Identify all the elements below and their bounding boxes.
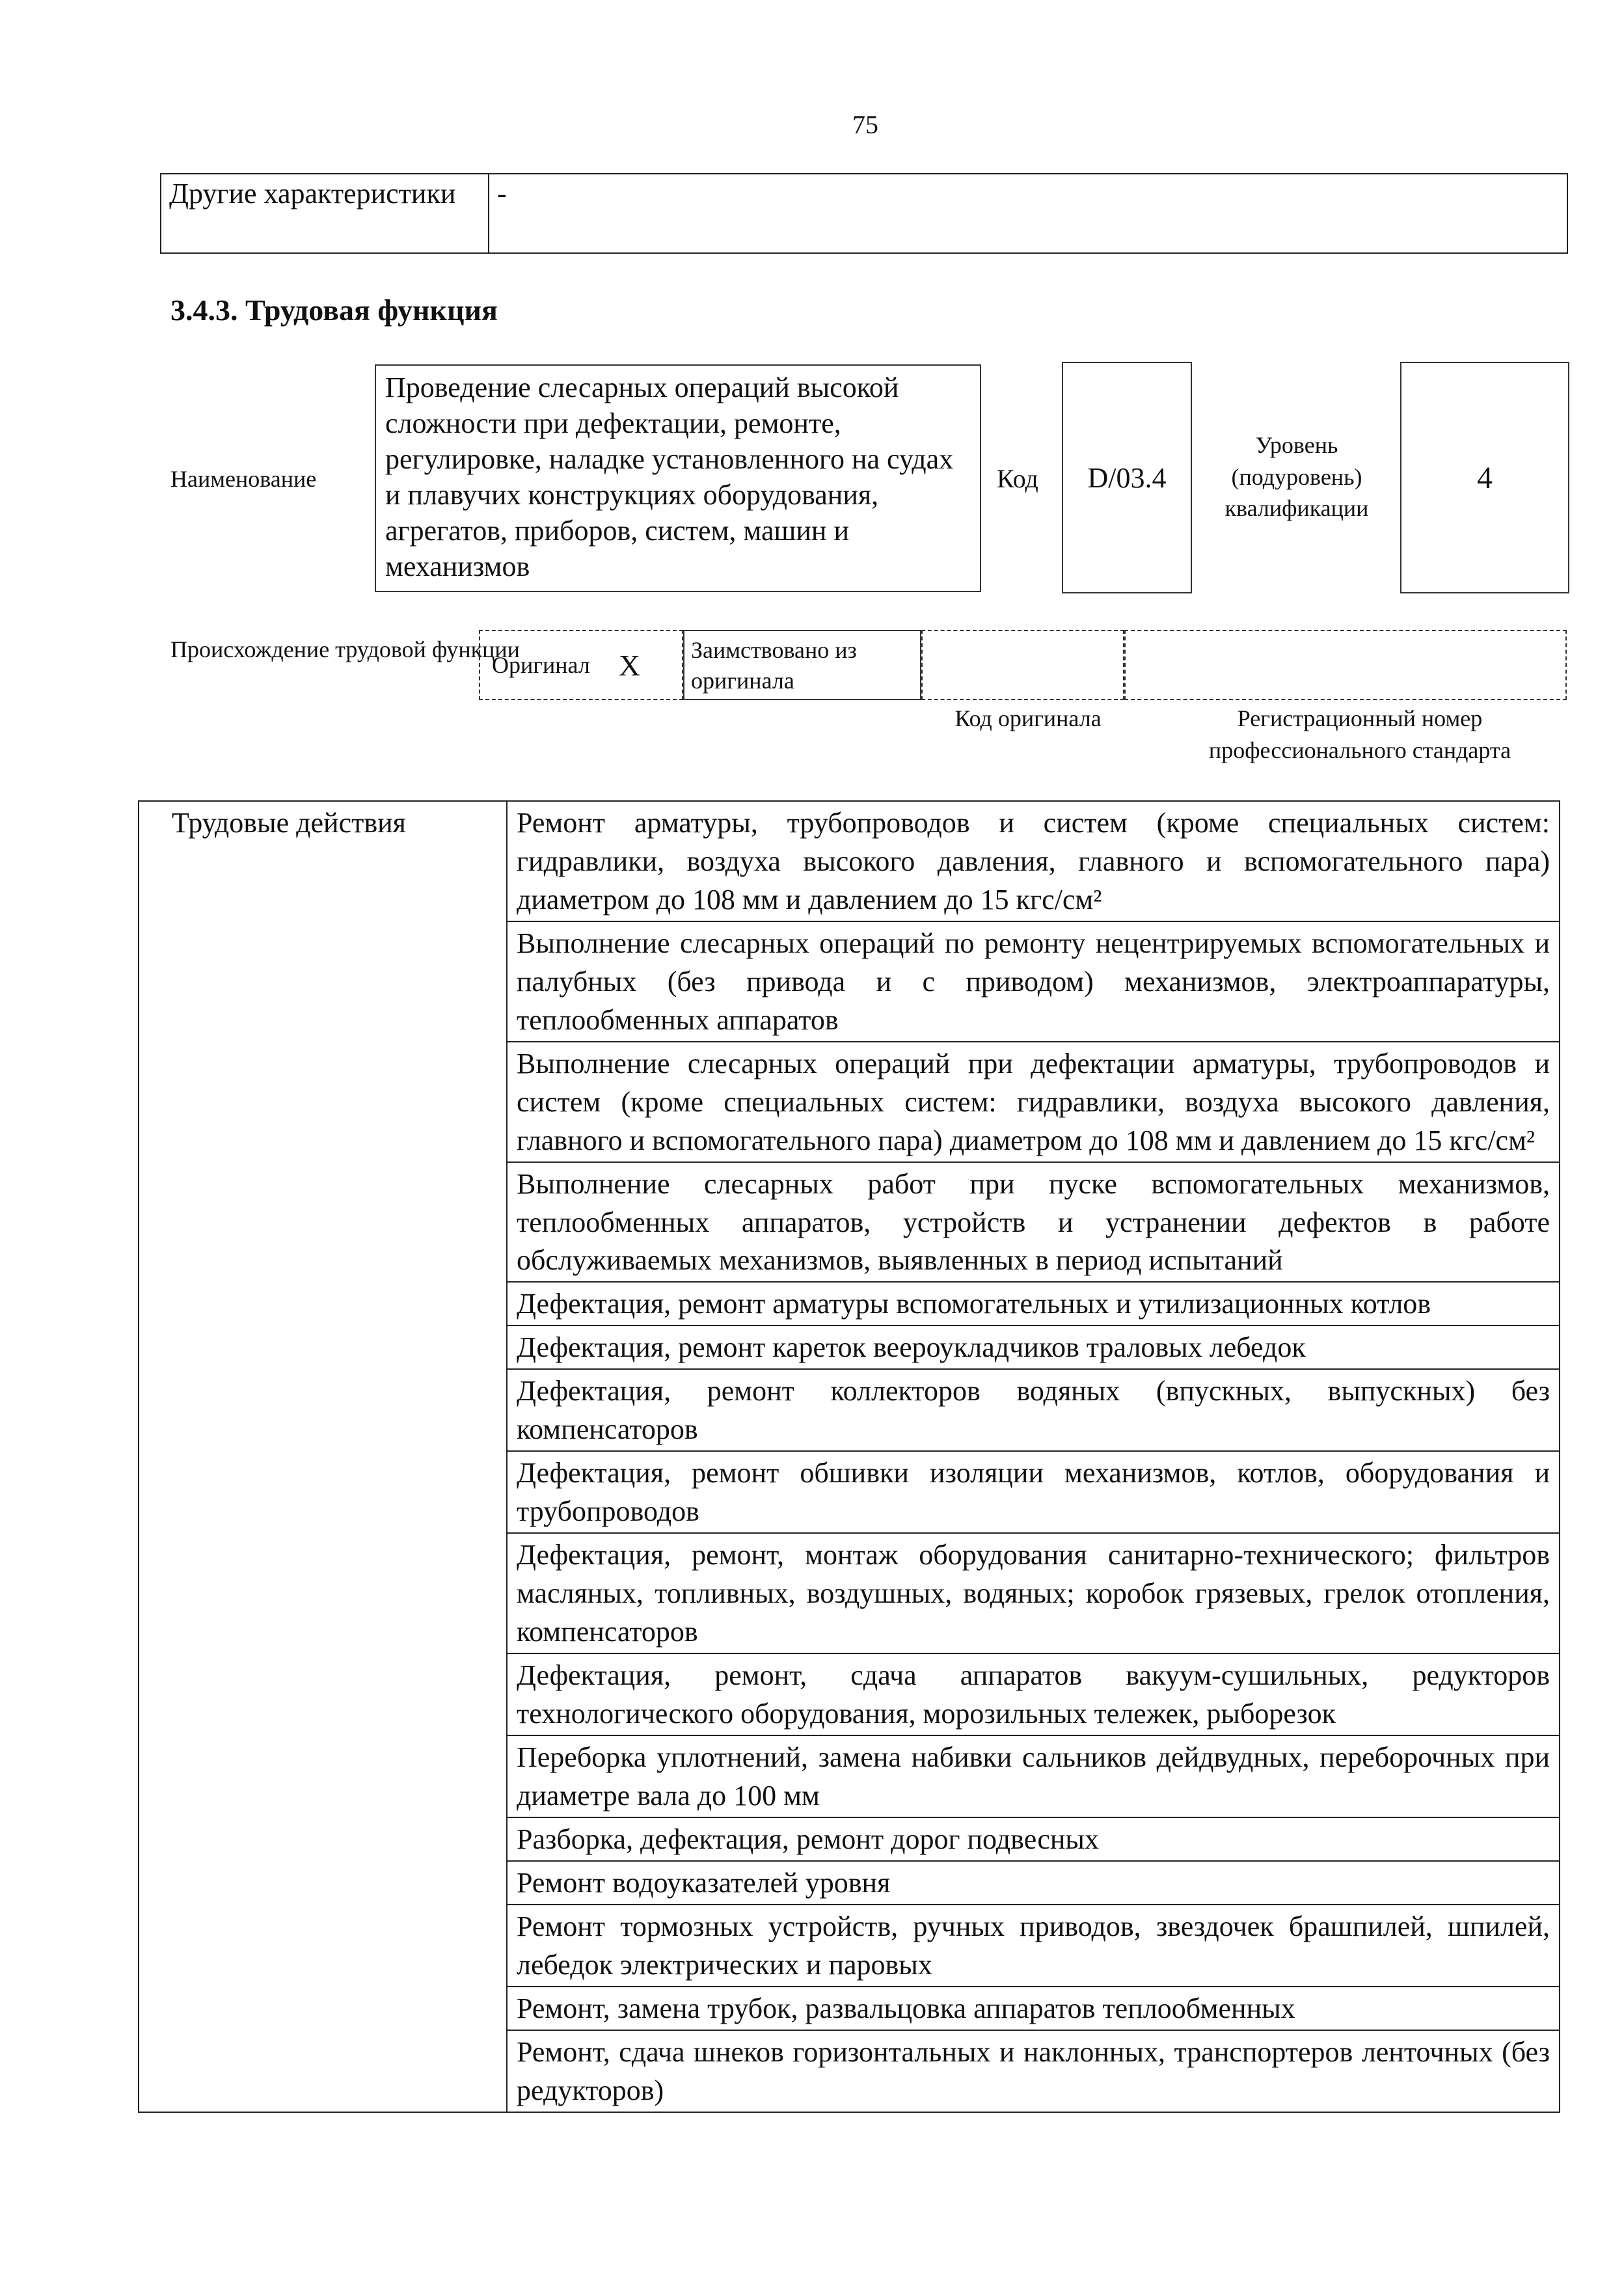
labor-action-item: Ремонт водоуказателей уровня bbox=[507, 1861, 1560, 1905]
other-characteristics-table bbox=[160, 173, 1568, 254]
function-code-box: D/03.4 bbox=[1062, 362, 1192, 593]
table-row bbox=[161, 174, 1567, 253]
original-label: Оригинал bbox=[492, 652, 590, 678]
registration-number-caption: Регистрационный номер профессионального стандарта bbox=[1208, 705, 1511, 763]
other-characteristics-label: Другие характеристики bbox=[161, 174, 489, 253]
registration-number-cell bbox=[1124, 630, 1567, 700]
table-row bbox=[139, 801, 1560, 921]
original-code-caption: Код оригинала bbox=[954, 705, 1102, 731]
labor-action-item: Разборка, дефектация, ремонт дорог подвесных bbox=[507, 1817, 1560, 1861]
name-label: Наименование bbox=[170, 466, 317, 492]
labor-action-item: Дефектация, ремонт обшивки изоляции механизмов, котлов, оборудования и трубопроводов bbox=[507, 1451, 1560, 1533]
function-name-box: Проведение слесарных операций высокой сложности при дефектации, ремонте, регулировке, наладке установленного на судах и плавучих конструкциях оборудования, агрегатов, приборов, систем, машин и механизмов bbox=[375, 364, 981, 592]
labor-action-item: Дефектация, ремонт кареток веероукладчиков траловых лебедок bbox=[507, 1325, 1560, 1369]
labor-actions-table bbox=[138, 800, 1560, 2113]
labor-action-item: Дефектация, ремонт, монтаж оборудования санитарно-технического; фильтров масляных, топливных, воздушных, водяных; коробок грязевых, грелок отопления, компенсаторов bbox=[507, 1533, 1560, 1653]
labor-action-item: Дефектация, ремонт, сдача аппаратов вакуум-сушильных, редукторов технологического оборудования, морозильных тележек, рыборезок bbox=[507, 1653, 1560, 1735]
section-title: 3.4.3. Трудовая функция bbox=[170, 293, 498, 327]
labor-action-item: Выполнение слесарных работ при пуске вспомогательных механизмов, теплообменных аппаратов, устройств и устранении дефектов в работе обслуживаемых механизмов, выявленных в период испытаний bbox=[507, 1162, 1560, 1283]
labor-action-item: Переборка уплотнений, замена набивки сальников дейдвудных, переборочных при диаметре вала до 100 мм bbox=[507, 1735, 1560, 1817]
labor-action-item: Дефектация, ремонт коллекторов водяных (впускных, выпускных) без компенсаторов bbox=[507, 1369, 1560, 1451]
labor-action-item: Выполнение слесарных операций по ремонту нецентрируемых вспомогательных и палубных (без привода и с приводом) механизмов, электроаппаратуры, теплообменных аппаратов bbox=[507, 921, 1560, 1042]
origin-label: Происхождение трудовой функции bbox=[170, 636, 520, 662]
origin-original-cell bbox=[479, 630, 683, 700]
code-label: Код bbox=[997, 464, 1038, 493]
origin-borrowed-cell: Заимствовано из оригинала bbox=[683, 630, 921, 700]
labor-action-item: Ремонт, замена трубок, развальцовка аппаратов теплообменных bbox=[507, 1987, 1560, 2030]
page-number: 75 bbox=[852, 110, 878, 139]
other-characteristics-value: - bbox=[489, 174, 1567, 253]
qualification-level-label: Уровень (подуровень) квалификации bbox=[1225, 432, 1369, 522]
labor-action-item: Выполнение слесарных операций при дефектации арматуры, трубопроводов и систем (кроме специальных систем: гидравлики, воздуха высокого давления, главного и вспомогательного пара) диаметром до 108 мм и давлением до 15 кгс/см² bbox=[507, 1042, 1560, 1162]
original-code-cell bbox=[921, 630, 1124, 700]
labor-action-item: Ремонт тормозных устройств, ручных приводов, звездочек брашпилей, шпилей, лебедок электрических и паровых bbox=[507, 1905, 1560, 1987]
labor-action-item: Ремонт, сдача шнеков горизонтальных и наклонных, транспортеров ленточных (без редукторов) bbox=[507, 2030, 1560, 2112]
original-mark: X bbox=[618, 648, 641, 682]
labor-actions-category: Трудовые действия bbox=[139, 801, 507, 2112]
qualification-level-box: 4 bbox=[1400, 362, 1569, 593]
labor-action-item: Ремонт арматуры, трубопроводов и систем (кроме специальных систем: гидравлики, воздуха высокого давления, главного и вспомогательного пара) диаметром до 108 мм и давлением до 15 кгс/см² bbox=[507, 801, 1560, 921]
labor-action-item: Дефектация, ремонт арматуры вспомогательных и утилизационных котлов bbox=[507, 1282, 1560, 1325]
